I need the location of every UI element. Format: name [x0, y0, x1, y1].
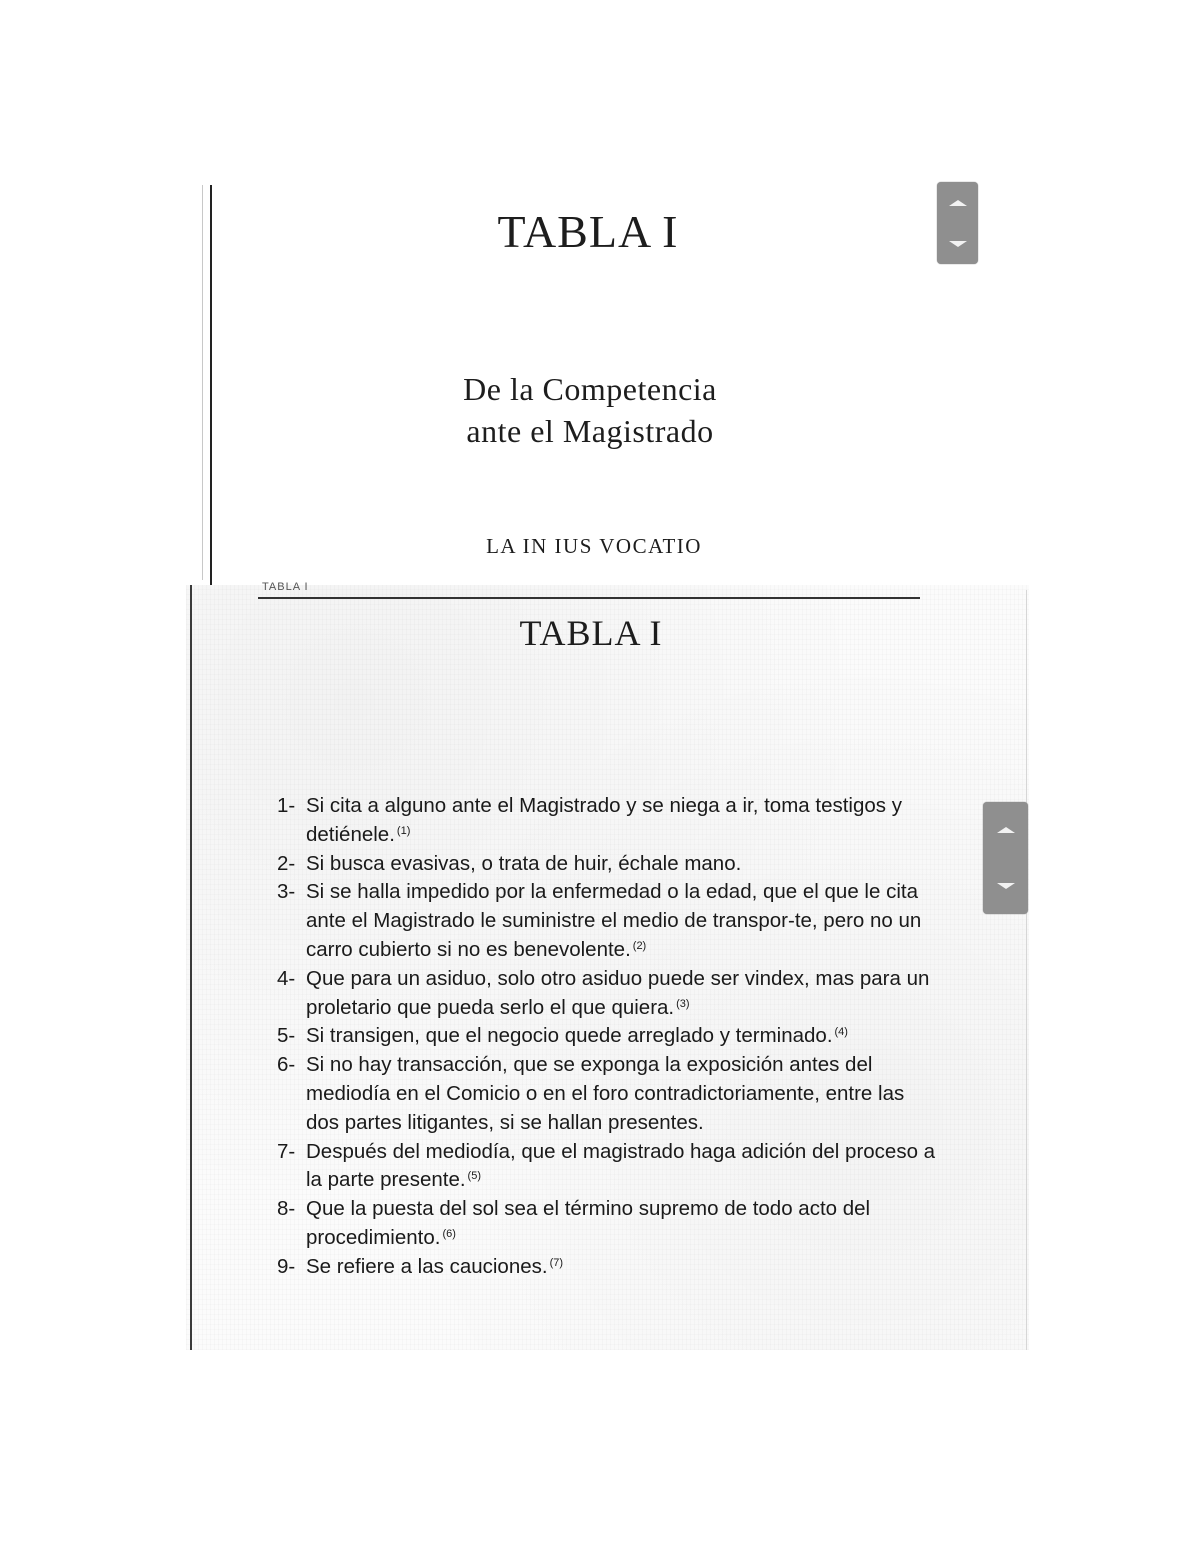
footnote-ref[interactable]: (1): [396, 824, 411, 837]
item-text: Si cita a alguno ante el Magistrado y se niega a ir, toma testigos y detiénele.: [306, 794, 902, 846]
chevron-up-icon[interactable]: [937, 182, 978, 223]
item-text: Que para un asiduo, solo otro asiduo puede ser vindex, mas para un proletario que pueda serlo el que quiera.: [306, 966, 930, 1019]
chevron-up-icon[interactable]: [983, 802, 1028, 858]
footnote-ref[interactable]: (6): [442, 1227, 456, 1240]
footnote-ref[interactable]: (4): [834, 1026, 848, 1039]
lower-page-title-text: TABLA I: [519, 613, 663, 653]
item-number: 8-: [277, 1197, 296, 1221]
lower-page-right-edge: [1026, 590, 1027, 1350]
item-number: 6-: [277, 1053, 296, 1077]
list-item: [277, 850, 937, 879]
footnote-ref[interactable]: (3): [676, 997, 690, 1010]
item-text: Se refiere a las cauciones.: [306, 1254, 548, 1278]
item-number: 4-: [277, 966, 296, 990]
lower-page-title: [0, 612, 1200, 654]
item-number: 9-: [277, 1254, 296, 1278]
list-item: [277, 1195, 937, 1253]
upper-page-subtitle: [0, 368, 1200, 452]
list-item: [277, 1138, 937, 1196]
upper-page-title-text: TABLA I: [497, 206, 679, 257]
upper-page-title: [0, 205, 1200, 258]
running-head: TABLA I: [262, 581, 309, 593]
item-text: Si no hay transacción, que se exponga la exposición antes del mediodía en el Comicio o en el foro contradictoriamente, entre las dos partes litigantes, si se hallan presentes.: [306, 1053, 905, 1134]
item-text: Que la puesta del sol sea el término supremo de todo acto del procedimiento.: [306, 1197, 871, 1249]
item-text: Después del mediodía, que el magistrado haga adición del proceso a la parte presente.: [306, 1139, 936, 1192]
list-item: [277, 1051, 937, 1137]
list-item: [277, 878, 937, 964]
list-item: [277, 965, 937, 1023]
section-heading-text: LA IN IUS VOCATIO: [486, 534, 702, 558]
item-number: 3-: [277, 880, 296, 904]
provisions-list: [277, 792, 937, 1282]
item-text: Si se halla impedido por la enfermedad o la edad, que el que le cita ante el Magistrado le suministre el medio de transpor-te, pero no un carro cubierto si no es benevolente.: [306, 880, 922, 961]
subtitle-line-2: ante el Magistrado: [466, 413, 714, 449]
chevron-down-icon[interactable]: [937, 223, 978, 264]
item-text: Si transigen, que el negocio quede arreglado y terminado.: [306, 1024, 833, 1048]
footnote-ref[interactable]: (7): [549, 1256, 564, 1269]
list-item: [277, 1253, 937, 1282]
running-head-rule: [258, 597, 920, 599]
item-text: Si busca evasivas, o trata de huir, échale mano.: [306, 851, 742, 875]
item-number: 7-: [277, 1139, 296, 1163]
item-number: 5-: [277, 1024, 296, 1048]
chevron-down-icon[interactable]: [983, 858, 1028, 914]
lower-page-left-rule: [190, 585, 192, 1350]
page-scroll-widget-top[interactable]: [937, 182, 978, 264]
list-item: [277, 1022, 937, 1051]
page-scroll-widget-bottom[interactable]: [983, 802, 1028, 914]
item-number: 2-: [277, 851, 296, 875]
subtitle-line-1: De la Competencia: [463, 371, 717, 407]
item-number: 1-: [277, 794, 296, 817]
footnote-ref[interactable]: (2): [632, 939, 647, 952]
list-item: [277, 792, 937, 850]
section-heading: [0, 534, 1200, 559]
footnote-ref[interactable]: (5): [467, 1170, 481, 1183]
